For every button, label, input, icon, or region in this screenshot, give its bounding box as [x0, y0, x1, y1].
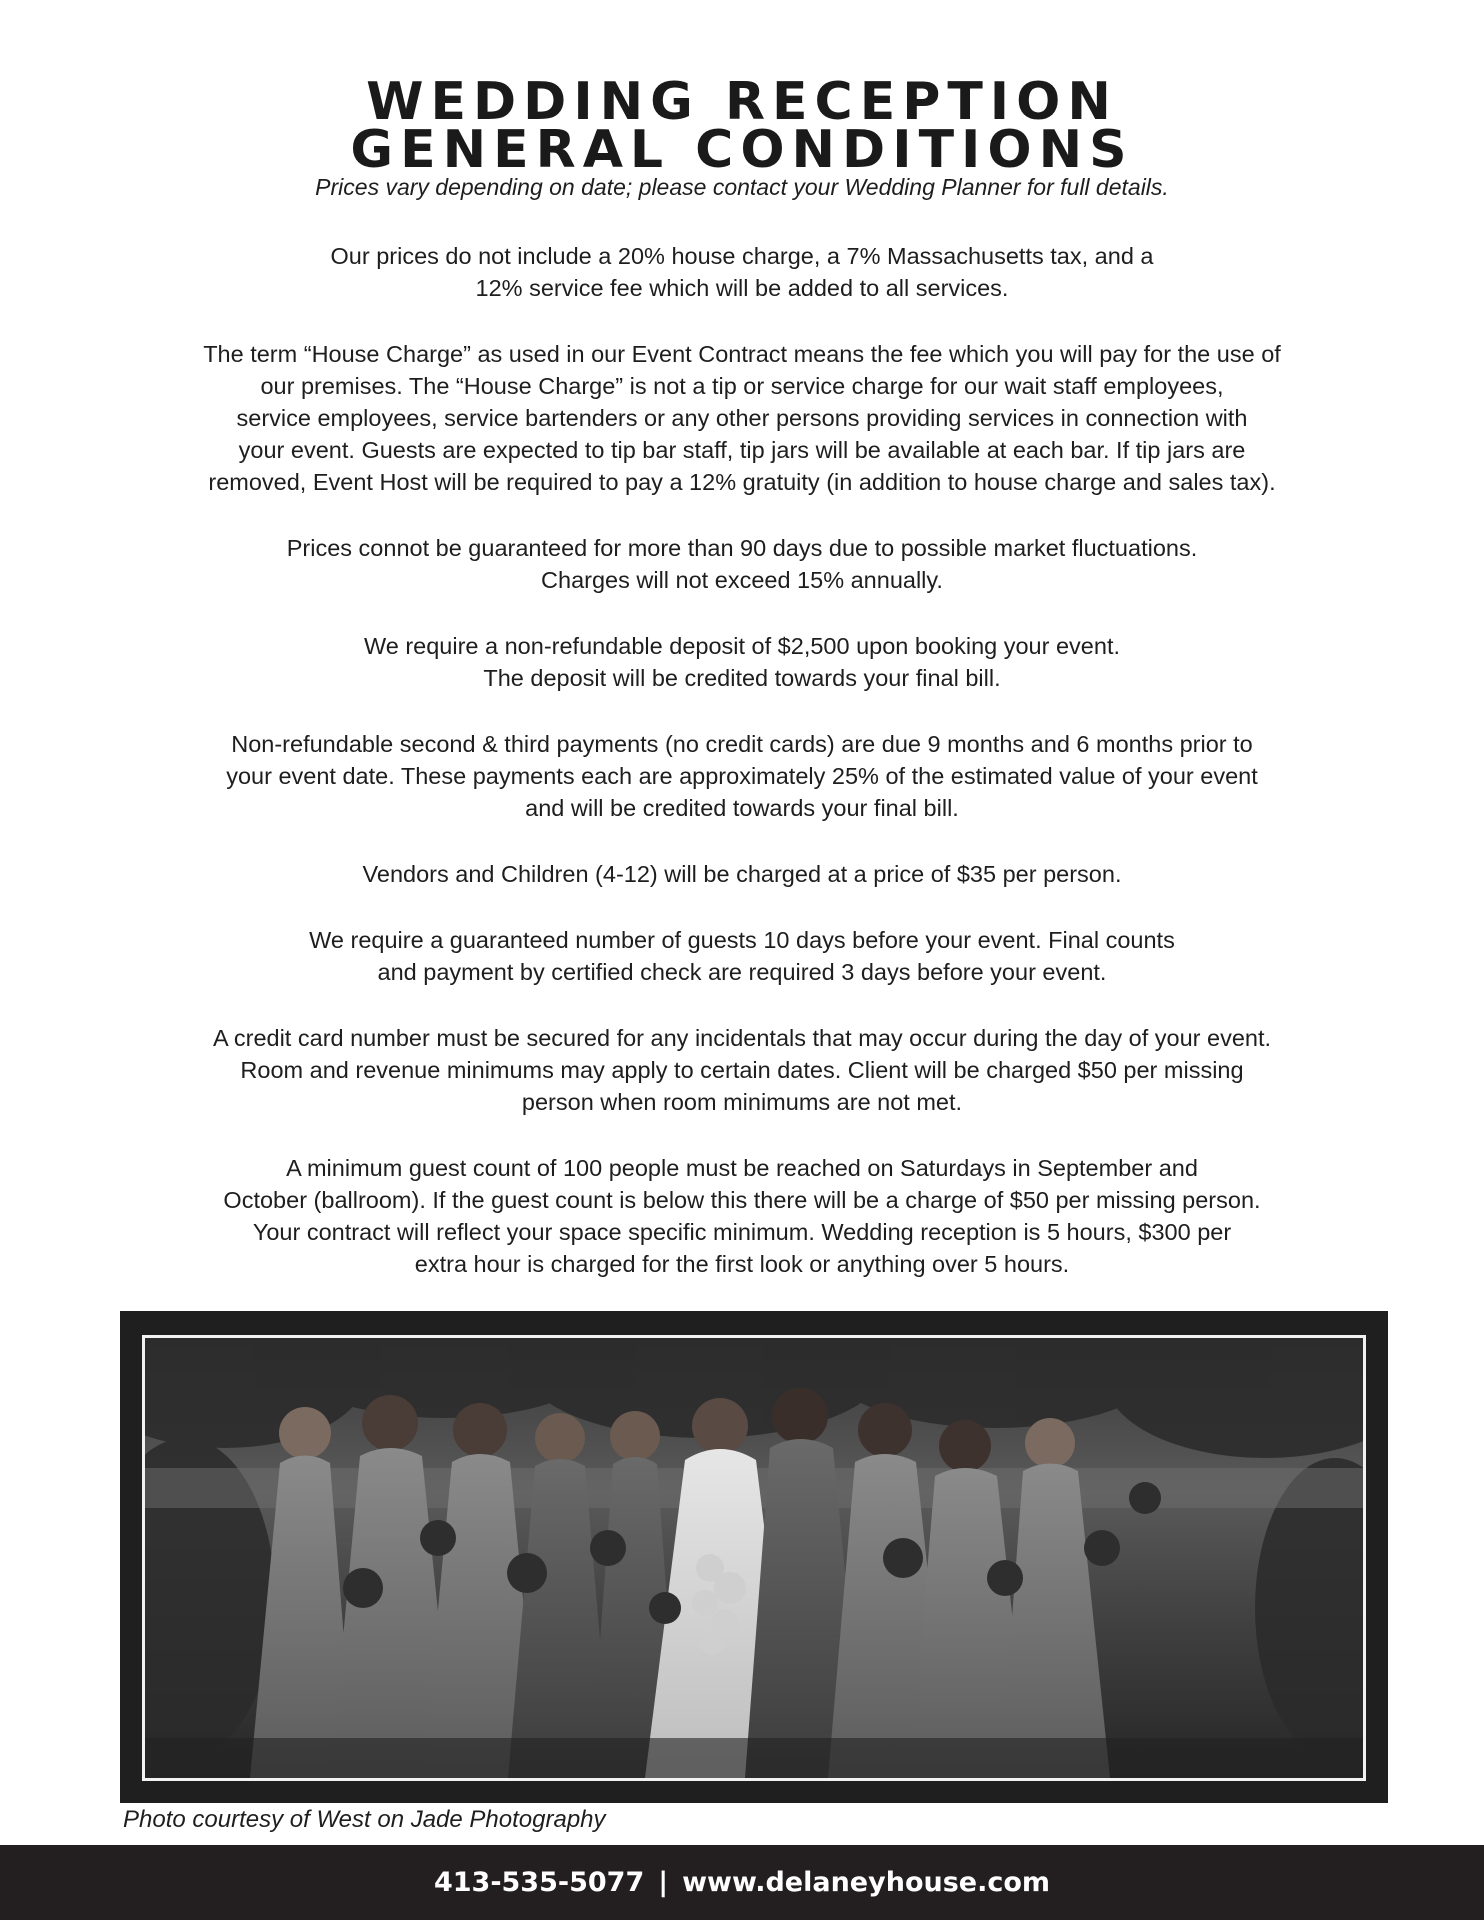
page-title-line-1: WEDDING RECEPTION — [366, 72, 1118, 132]
condition-line: The term “House Charge” as used in our Event Contract means the fee which you will pay for the use of — [203, 341, 1281, 367]
condition-line: your event date. These payments each are approximately 25% of the estimated value of your event — [226, 763, 1258, 789]
condition-paragraph — [150, 240, 1334, 304]
page-subtitle: Prices vary depending on date; please contact your Wedding Planner for full details. — [315, 174, 1169, 200]
condition-line: 12% service fee which will be added to all services. — [475, 275, 1009, 301]
condition-line: our premises. The “House Charge” is not a tip or service charge for our wait staff employees, — [260, 373, 1224, 399]
condition-line: We require a non-refundable deposit of $2,500 upon booking your event. — [363, 633, 1121, 659]
condition-line: A credit card number must be secured for any incidentals that may occur during the day of your event. — [212, 1025, 1272, 1051]
condition-line: removed, Event Host will be required to pay a 12% gratuity (in addition to house charge and sales tax). — [208, 469, 1276, 495]
condition-line: your event. Guests are expected to tip bar staff, tip jars will be available at each bar. If tip jars are — [238, 437, 1246, 463]
condition-line: We require a guaranteed number of guests 10 days before your event. Final counts — [309, 927, 1175, 953]
condition-paragraph — [150, 338, 1334, 498]
condition-line: and payment by certified check are required 3 days before your event. — [377, 959, 1107, 985]
condition-line: The deposit will be credited towards your final bill. — [483, 665, 1001, 691]
photo-illustration — [145, 1338, 1363, 1778]
website-link[interactable]: www.delaneyhouse.com — [682, 1867, 1051, 1898]
conditions-list — [150, 240, 1334, 1314]
condition-paragraph — [150, 532, 1334, 596]
condition-line: and will be credited towards your final bill. — [525, 795, 959, 821]
condition-paragraph — [150, 728, 1334, 824]
condition-line: Room and revenue minimums may apply to certain dates. Client will be charged $50 per missing — [240, 1057, 1244, 1083]
condition-paragraph — [150, 630, 1334, 694]
photo-frame — [120, 1311, 1388, 1803]
condition-line: A minimum guest count of 100 people must be reached on Saturdays in September and — [286, 1155, 1198, 1181]
condition-paragraph — [150, 1152, 1334, 1280]
footer-separator: | — [658, 1867, 669, 1898]
page-title-line-2: GENERAL CONDITIONS — [350, 120, 1134, 180]
condition-paragraph — [150, 924, 1334, 988]
wedding-party-photo — [142, 1335, 1366, 1781]
condition-line: October (ballroom). If the guest count is below this there will be a charge of $50 per missing person. — [223, 1187, 1261, 1213]
condition-line: service employees, service bartenders or any other persons providing services in connection with — [236, 405, 1248, 431]
condition-line: Your contract will reflect your space specific minimum. Wedding reception is 5 hours, $300 per — [252, 1219, 1232, 1245]
condition-line: person when room minimums are not met. — [521, 1089, 963, 1115]
condition-line: Charges will not exceed 15% annually. — [541, 567, 943, 593]
condition-line: Vendors and Children (4-12) will be charged at a price of $35 per person. — [362, 861, 1122, 887]
condition-line: Non-refundable second & third payments (no credit cards) are due 9 months and 6 months prior to — [231, 731, 1253, 757]
condition-paragraph — [150, 858, 1334, 890]
footer-bar — [0, 1845, 1484, 1920]
phone-number[interactable]: 413-535-5077 — [433, 1867, 645, 1898]
condition-paragraph — [150, 1022, 1334, 1118]
photo-caption: Photo courtesy of West on Jade Photography — [123, 1806, 606, 1833]
condition-line: Prices connot be guaranteed for more than 90 days due to possible market fluctuations. — [286, 535, 1198, 561]
condition-line: extra hour is charged for the first look or anything over 5 hours. — [414, 1251, 1070, 1277]
condition-line: Our prices do not include a 20% house charge, a 7% Massachusetts tax, and a — [330, 243, 1154, 269]
